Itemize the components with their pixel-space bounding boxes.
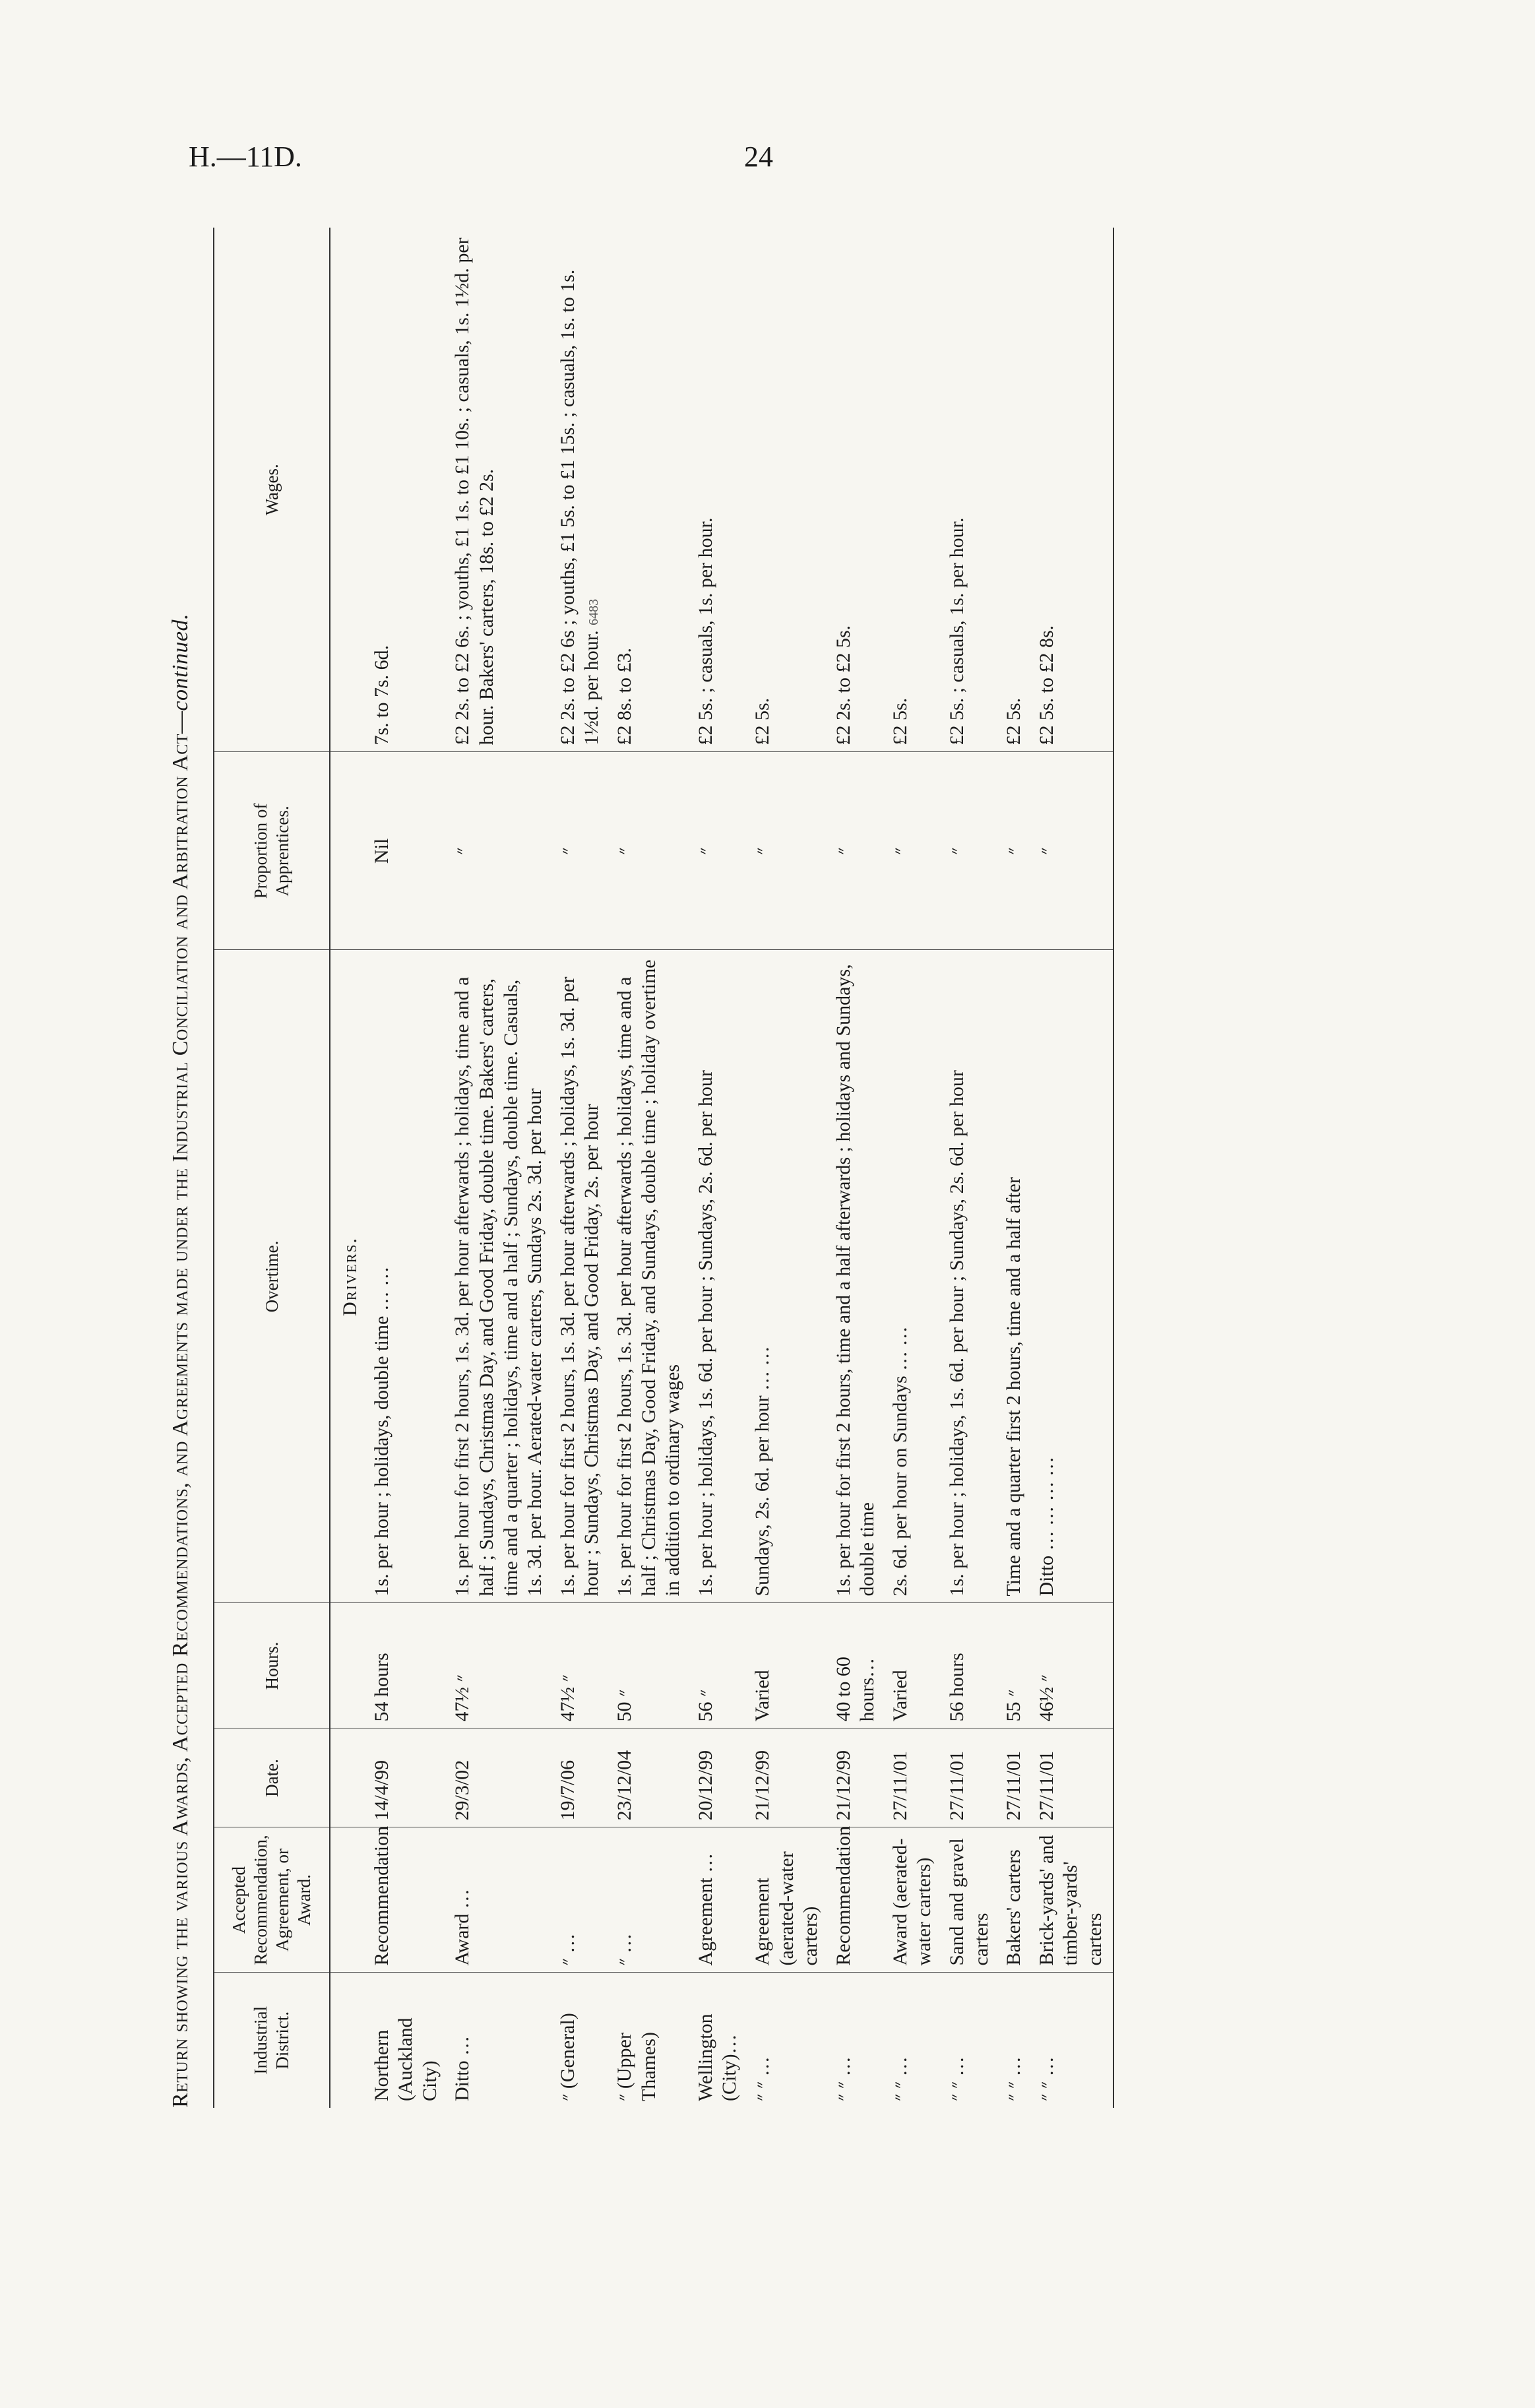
wages-text: £2 2s. to £2 6s ; youths, £1 5s. to £1 15s. ; casuals, 1s. to 1s. 1½d. per hour. xyxy=(556,269,603,745)
cell-date: 29/3/02 xyxy=(447,1728,552,1827)
cell-wages: £2 2s. to £2 6s. ; youths, £1 1s. to £1 10s. ; casuals, 1s. 1½d. per hour. Bakers' carters, 18s. to £2 2s. xyxy=(447,228,552,752)
cell-district: ״ ״ … xyxy=(889,2056,911,2101)
cell-date: 19/7/06 xyxy=(553,1728,610,1827)
table-row xyxy=(553,228,610,2108)
cell-hours: 54 hours xyxy=(367,1603,448,1728)
cell-kind: Bakers' carters xyxy=(999,1827,1032,1973)
cell-wages: £2 5s. ; casuals, 1s. per hour. xyxy=(942,228,999,752)
cell-hours: 46½ ״ xyxy=(1032,1603,1113,1728)
cell-overtime: 1s. per hour for first 2 hours, 1s. 3d. per hour afterwards ; holidays, time and a half ; Sundays, Christmas Day, and Good Friday, double time. Bakers' carters, time and a quarter ; holidays, time and a half ; Sundays, double time. Casuals, 1s. 3d. per hour. Aerated-water carters, Sundays 2s. 3d. per hour xyxy=(447,950,552,1603)
table-row xyxy=(691,228,747,2108)
caption-continued: continued. xyxy=(168,613,193,711)
cell-date: 27/11/01 xyxy=(999,1728,1032,1827)
section-heading: Drivers. xyxy=(330,950,367,1603)
cell-hours: 55 ״ xyxy=(999,1603,1032,1728)
table-row xyxy=(942,228,999,2108)
table-row xyxy=(610,228,691,2108)
cell-kind: Recommendation xyxy=(367,1827,448,1973)
cell-kind: Brick-yards' and timber-yards' carters xyxy=(1032,1827,1113,1973)
cell-apprentices: ״ xyxy=(447,752,552,950)
cell-overtime: 1s. per hour ; holidays, 1s. 6d. per hour ; Sundays, 2s. 6d. per hour xyxy=(942,950,999,1603)
table-row xyxy=(829,228,885,2108)
section-row xyxy=(330,228,367,2108)
cell-district: ״ (General) xyxy=(556,2013,579,2101)
cell-apprentices: ״ xyxy=(829,752,885,950)
page-reference: H.—11D. xyxy=(189,141,302,173)
cell-district: ״ (Upper Thames) xyxy=(613,2032,660,2101)
cell-wages: £2 5s. ; casuals, 1s. per hour. xyxy=(691,228,747,752)
table-row xyxy=(447,228,552,2108)
cell-wages: £2 5s. xyxy=(747,228,829,752)
cell-date: 23/12/04 xyxy=(610,1728,691,1827)
cell-date: 21/12/99 xyxy=(747,1728,829,1827)
cell-district: ״ ״ … xyxy=(751,2056,773,2101)
cell-hours: 50 ״ xyxy=(610,1603,691,1728)
stamp-mark: 6483 xyxy=(586,598,602,625)
cell-wages xyxy=(553,228,610,752)
cell-district: Northern (Auckland City) xyxy=(370,2017,441,2101)
cell-district: Ditto … xyxy=(451,2035,474,2101)
cell-overtime: 1s. per hour ; holidays, 1s. 6d. per hour ; Sundays, 2s. 6d. per hour xyxy=(691,950,747,1603)
rotated-table-block xyxy=(168,228,1290,2108)
cell-kind: Award (aerated-water carters) xyxy=(885,1827,942,1973)
cell-hours: 40 to 60 hours… xyxy=(829,1603,885,1728)
cell-apprentices: ״ xyxy=(747,752,829,950)
table-row xyxy=(367,228,448,2108)
caption-text: Return showing the various Awards, Accepted Recommendations, and Agreements made under the Industrial Conciliation and Arbitration Act— xyxy=(168,711,193,2108)
cell-hours: 47½ ״ xyxy=(447,1603,552,1728)
cell-overtime: 1s. per hour for first 2 hours, 1s. 3d. per hour afterwards ; holidays, time and a half ; Christmas Day, Good Friday, and Sundays, double time ; holiday overtime in addition to ordinary wages xyxy=(610,950,691,1603)
cell-wages: £2 2s. to £2 5s. xyxy=(829,228,885,752)
table-caption xyxy=(168,228,193,2108)
table-header-row xyxy=(214,228,330,2108)
cell-date: 27/11/01 xyxy=(885,1728,942,1827)
cell-hours: Varied xyxy=(747,1603,829,1728)
col-header-wages: Wages. xyxy=(214,228,330,752)
cell-district: ״ ״ … xyxy=(946,2056,968,2101)
cell-apprentices: ״ xyxy=(1032,752,1113,950)
cell-wages: £2 5s. xyxy=(999,228,1032,752)
table-row xyxy=(885,228,942,2108)
table-row xyxy=(999,228,1032,2108)
cell-wages: £2 5s. to £2 8s. xyxy=(1032,228,1113,752)
col-header-apprentices: Proportion of Apprentices. xyxy=(214,752,330,950)
cell-wages: £2 8s. to £3. xyxy=(610,228,691,752)
cell-district: ״ ״ … xyxy=(1003,2056,1025,2101)
cell-kind: Agreement (aerated-water carters) xyxy=(747,1827,829,1973)
table-row xyxy=(1032,228,1113,2108)
col-header-overtime: Overtime. xyxy=(214,950,330,1603)
cell-district: ״ ״ … xyxy=(832,2056,854,2101)
cell-apprentices: ״ xyxy=(691,752,747,950)
cell-district: Wellington (City)… xyxy=(694,2013,741,2101)
cell-wages: £2 5s. xyxy=(885,228,942,752)
col-header-district: Industrial District. xyxy=(214,1973,330,2108)
cell-kind: Award … xyxy=(447,1827,552,1973)
cell-date: 21/12/99 xyxy=(829,1728,885,1827)
cell-overtime: Ditto … … … … xyxy=(1032,950,1113,1603)
cell-date: 27/11/01 xyxy=(942,1728,999,1827)
cell-kind: Recommendation xyxy=(829,1827,885,1973)
col-header-hours: Hours. xyxy=(214,1603,330,1728)
cell-kind: ״ … xyxy=(610,1827,691,1973)
cell-apprentices: ״ xyxy=(999,752,1032,950)
col-header-date: Date. xyxy=(214,1728,330,1827)
cell-overtime: 2s. 6d. per hour on Sundays … … xyxy=(885,950,942,1603)
cell-overtime: 1s. per hour ; holidays, double time … … xyxy=(367,950,448,1603)
cell-apprentices: ״ xyxy=(610,752,691,950)
cell-apprentices: ״ xyxy=(942,752,999,950)
cell-hours: 47½ ״ xyxy=(553,1603,610,1728)
cell-wages: 7s. to 7s. 6d. xyxy=(367,228,448,752)
cell-hours: 56 ״ xyxy=(691,1603,747,1728)
cell-overtime: Sundays, 2s. 6d. per hour … … xyxy=(747,950,829,1603)
cell-kind: Agreement … xyxy=(691,1827,747,1973)
page-number: 24 xyxy=(744,141,773,173)
cell-apprentices: Nil xyxy=(367,752,448,950)
cell-date: 20/12/99 xyxy=(691,1728,747,1827)
cell-date: 14/4/99 xyxy=(367,1728,448,1827)
awards-table xyxy=(213,228,1114,2108)
col-header-kind: Accepted Recommendation, Agreement, or Award. xyxy=(214,1827,330,1973)
cell-date: 27/11/01 xyxy=(1032,1728,1113,1827)
cell-kind: Sand and gravel carters xyxy=(942,1827,999,1973)
cell-overtime: Time and a quarter first 2 hours, time and a half after xyxy=(999,950,1032,1603)
cell-overtime: 1s. per hour for first 2 hours, 1s. 3d. per hour afterwards ; holidays, 1s. 3d. per hour ; Sundays, Christmas Day, and Good Friday, 2s. per hour xyxy=(553,950,610,1603)
cell-apprentices: ״ xyxy=(553,752,610,950)
cell-hours: Varied xyxy=(885,1603,942,1728)
cell-apprentices: ״ xyxy=(885,752,942,950)
cell-kind: ״ … xyxy=(553,1827,610,1973)
table-row xyxy=(747,228,829,2108)
cell-district: ״ ״ … xyxy=(1032,1973,1113,2108)
cell-hours: 56 hours xyxy=(942,1603,999,1728)
cell-overtime: 1s. per hour for first 2 hours, time and a half afterwards ; holidays and Sundays, double time xyxy=(829,950,885,1603)
